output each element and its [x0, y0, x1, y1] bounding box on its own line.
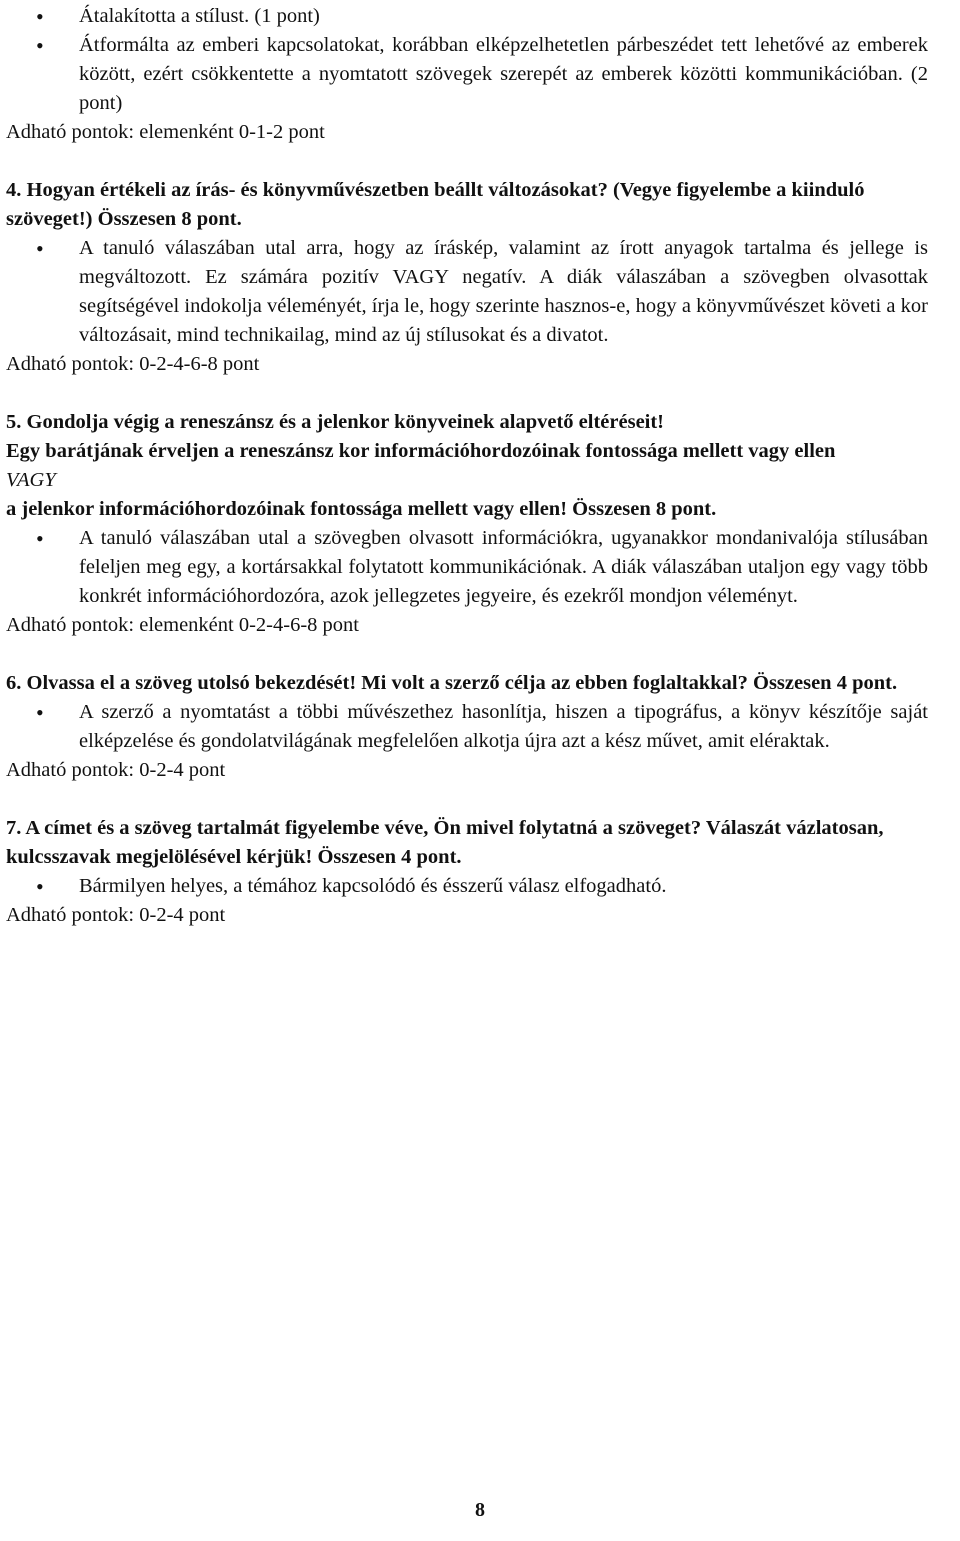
section-7 [6, 814, 928, 930]
question-line-2: Egy barátjának érveljen a reneszánsz kor információhordozóinak fontossága mellett vagy ellen [6, 440, 836, 462]
section-4 [6, 176, 928, 379]
bullet-list [6, 872, 928, 901]
section-6 [6, 669, 928, 785]
question-line-3: a jelenkor információhordozóinak fontossága mellett vagy ellen! Összesen 8 pont. [6, 498, 717, 520]
points-line: Adható pontok: 0-2-4 pont [6, 759, 226, 781]
page-number: 8 [475, 1499, 485, 1521]
answer-key-page [6, 2, 928, 930]
bullet-list [6, 698, 928, 756]
points-line: Adható pontok: elemenként 0-1-2 pont [6, 121, 325, 143]
question-line-1: 5. Gondolja végig a reneszánsz és a jelenkor könyveinek alapvető eltéréseit! [6, 411, 665, 433]
bullet-list [6, 234, 928, 350]
list-item: • A tanuló válaszában utal arra, hogy az íráskép, valamint az írott anyagok tartalma és jellege is megváltozott. Ez számára pozitív VAGY negatív. A diák válaszában a szövegben olvasottak segítségével indokolja véleményét, írja le, hogy szerinte hasznos-e, hogy a könyvművészet követi a kor változásait, mind technikailag, mind az új stílusokat és a divatot. [6, 234, 928, 350]
bullet-list [6, 524, 928, 611]
points-line: Adható pontok: elemenként 0-2-4-6-8 pont [6, 614, 359, 636]
points-line: Adható pontok: 0-2-4 pont [6, 904, 226, 926]
section-3-tail [6, 2, 928, 147]
question-heading [6, 408, 928, 524]
list-item: • A szerző a nyomtatást a többi művészethez hasonlítja, hiszen a tipográfus, a könyv készítője saját elképzelése és gondolatvilágának megfelelően alkotja újra azt a kész művet, amit eléraktak. [6, 698, 928, 756]
question-or: VAGY [6, 469, 56, 491]
list-item: • Átformálta az emberi kapcsolatokat, korábban elképzelhetetlen párbeszédet tett lehetővé az emberek között, ezért csökkentette a nyomtatott szövegek szerepét az emberek közötti kommunikációban. (2 pont) [6, 31, 928, 118]
question-heading: 7. A címet és a szöveg tartalmát figyelembe véve, Ön mivel folytatná a szöveget? Válaszát vázlatosan, kulcsszavak megjelölésével kérjük! Összesen 4 pont. [6, 817, 884, 868]
question-heading: 4. Hogyan értékeli az írás- és könyvművészetben beállt változásokat? (Vegye figyelembe a kiinduló szöveget!) Összesen 8 pont. [6, 179, 865, 230]
list-item: • A tanuló válaszában utal a szövegben olvasott információkra, ugyanakkor mondanivalója stílusában feleljen meg egy, a kortársakkal folytatott kommunikációnak. A diák válaszában utaljon egy vagy több konkrét információhordozóra, azok jellegzetes jegyeire, és ezekről mondjon véleményt. [6, 524, 928, 611]
bullet-list [6, 2, 928, 118]
section-5 [6, 408, 928, 640]
list-item: • Bármilyen helyes, a témához kapcsolódó és ésszerű válasz elfogadható. [6, 872, 928, 901]
points-line: Adható pontok: 0-2-4-6-8 pont [6, 353, 260, 375]
list-item: • Átalakította a stílust. (1 pont) [6, 2, 928, 31]
question-heading: 6. Olvassa el a szöveg utolsó bekezdését! Mi volt a szerző célja az ebben foglaltakkal? Összesen 4 pont. [6, 672, 898, 694]
